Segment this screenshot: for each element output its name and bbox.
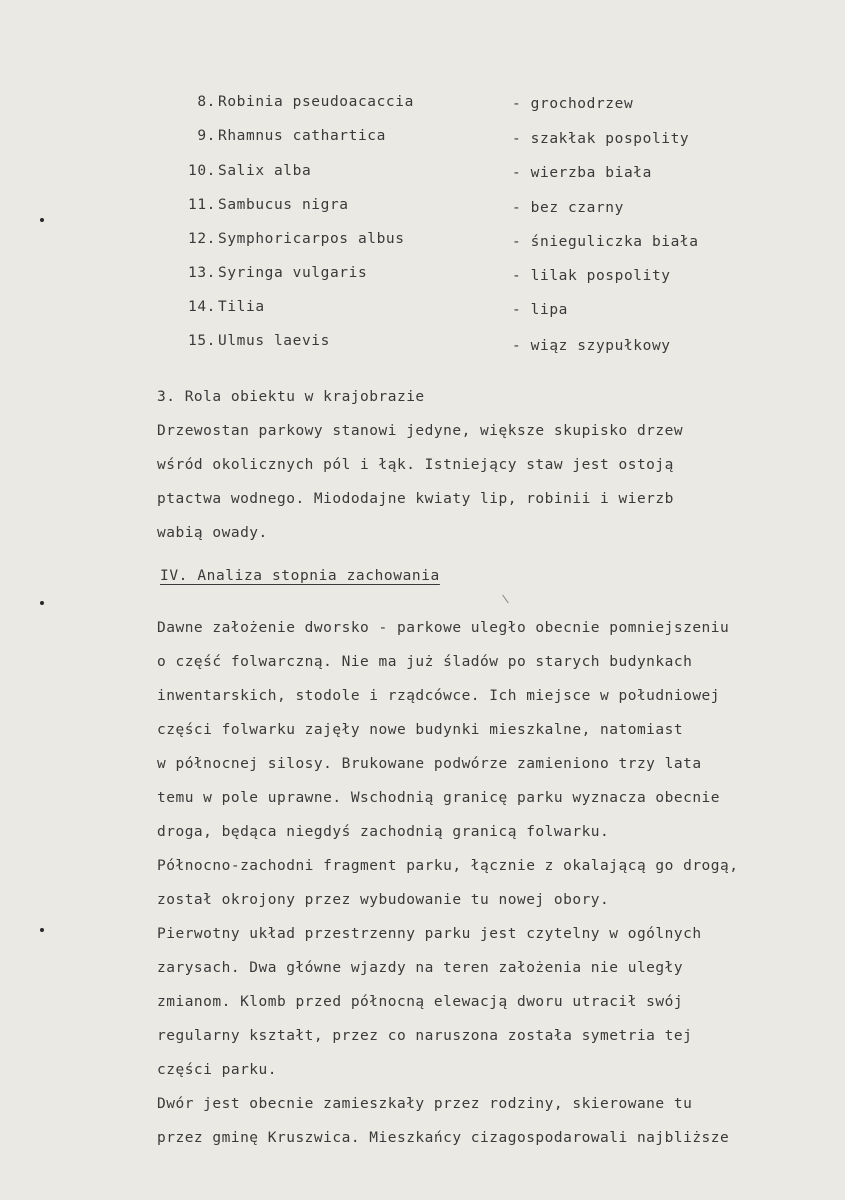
paragraph-line: został okrojony przez wybudowanie tu nowej obory. — [157, 892, 610, 908]
binder-hole-mark — [40, 928, 44, 932]
paragraph-line: przez gminę Kruszwica. Mieszkańcy cizagospodarowali najbliższe — [157, 1130, 730, 1146]
plant-polish-name: - grochodrzew — [512, 96, 634, 112]
plant-latin-name: 9. Rhamnus cathartica — [197, 128, 386, 144]
paragraph-line: droga, będąca niegdyś zachodnią granicą folwarku. — [157, 824, 610, 840]
paragraph-line: Drzewostan parkowy stanowi jedyne, większe skupisko drzew — [157, 423, 684, 439]
paragraph-line: o część folwarczną. Nie ma już śladów po starych budynkach — [157, 654, 693, 670]
plant-polish-name: - śnieguliczka biała — [512, 234, 699, 250]
plant-latin-name: 11. Sambucus nigra — [188, 197, 349, 213]
paragraph-line: regularny kształt, przez co naruszona została symetria tej — [157, 1028, 693, 1044]
pencil-mark — [502, 595, 509, 604]
paragraph-line: Północno-zachodni fragment parku, łącznie z okalającą go drogą, — [157, 858, 739, 874]
paragraph-line: inwentarskich, stodole i rządcówce. Ich miejsce w południowej — [157, 688, 721, 704]
plant-polish-name: - wierzba biała — [512, 165, 652, 181]
plant-latin-name: 15. Ulmus laevis — [188, 333, 330, 349]
section-3-title: 3. Rola obiektu w krajobrazie — [157, 389, 425, 405]
plant-latin-name: 10. Salix alba — [188, 163, 312, 179]
paragraph-line: wśród okolicznych pól i łąk. Istniejący staw jest ostoją — [157, 457, 674, 473]
plant-polish-name: - wiąz szypułkowy — [512, 338, 671, 354]
plant-polish-name: - lilak pospolity — [512, 268, 671, 284]
paragraph-line: zmianom. Klomb przed północną elewacją dworu utracił swój — [157, 994, 684, 1010]
paragraph-line: zarysach. Dwa główne wjazdy na teren założenia nie uległy — [157, 960, 684, 976]
paragraph-line: ptactwa wodnego. Miododajne kwiaty lip, robinii i wierzb — [157, 491, 674, 507]
paragraph-line: Dwór jest obecnie zamieszkały przez rodziny, skierowane tu — [157, 1096, 693, 1112]
paragraph-line: Dawne założenie dworsko - parkowe uległo obecnie pomniejszeniu — [157, 620, 730, 636]
plant-polish-name: - lipa — [512, 302, 568, 318]
plant-latin-name: 12. Symphoricarpos albus — [188, 231, 405, 247]
paragraph-line: Pierwotny układ przestrzenny parku jest czytelny w ogólnych — [157, 926, 702, 942]
paragraph-line: w północnej silosy. Brukowane podwórze zamieniono trzy lata — [157, 756, 702, 772]
section-4-heading: IV. Analiza stopnia zachowania — [160, 568, 440, 584]
plant-latin-name: 13. Syringa vulgaris — [188, 265, 368, 281]
binder-hole-mark — [40, 601, 44, 605]
paragraph-line: wabią owady. — [157, 525, 268, 541]
paragraph-line: części folwarku zajęły nowe budynki mieszkalne, natomiast — [157, 722, 684, 738]
plant-polish-name: - szakłak pospolity — [512, 131, 690, 147]
paragraph-line: części parku. — [157, 1062, 277, 1078]
plant-polish-name: - bez czarny — [512, 200, 624, 216]
paragraph-line: temu w pole uprawne. Wschodnią granicę parku wyznacza obecnie — [157, 790, 721, 806]
binder-hole-mark — [40, 218, 44, 222]
plant-latin-name: 8. Robinia pseudoacaccia — [197, 94, 414, 110]
plant-latin-name: 14. Tilia — [188, 299, 265, 315]
